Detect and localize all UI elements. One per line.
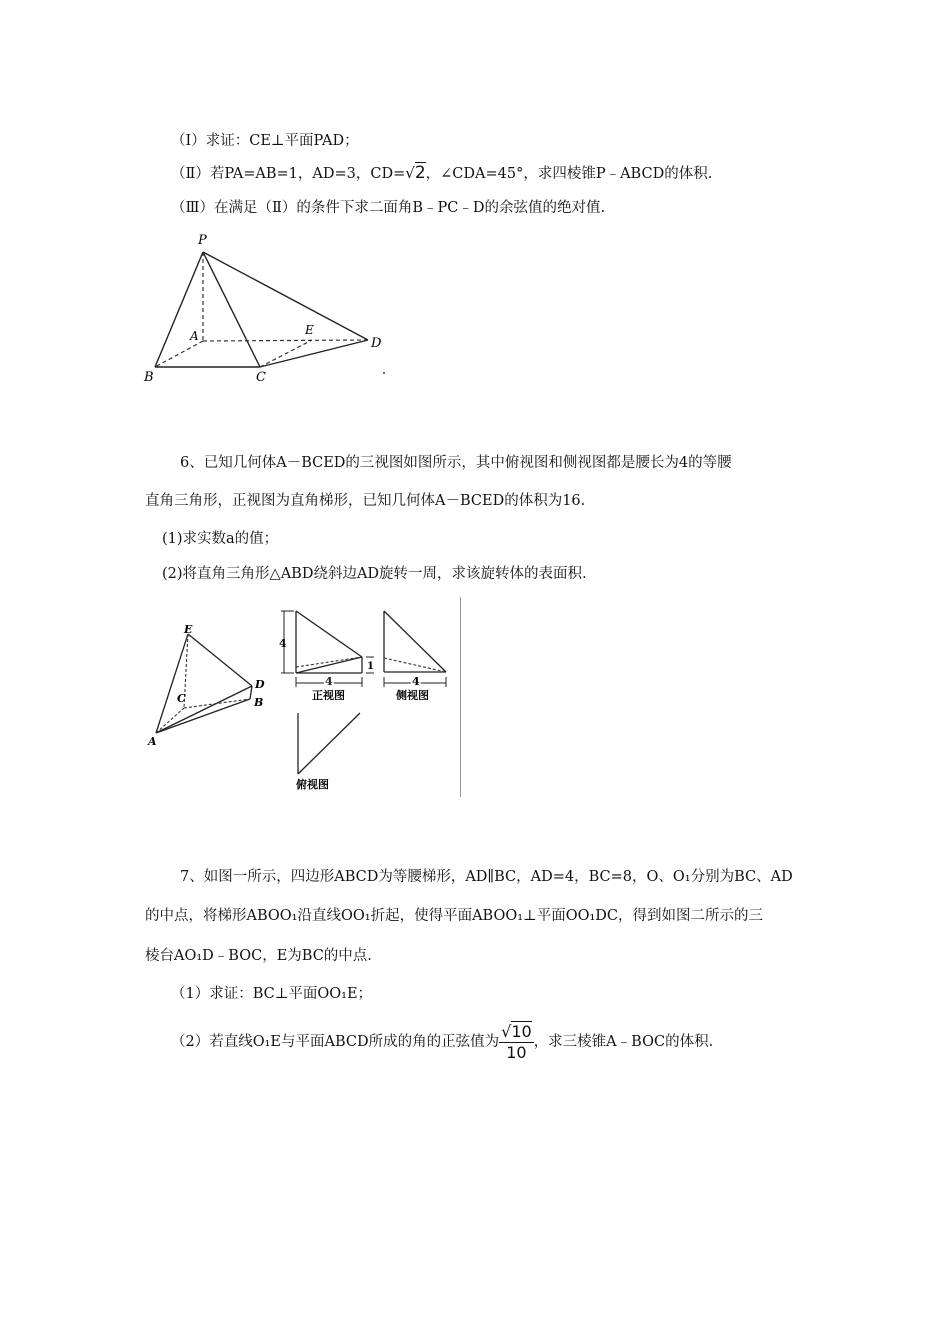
q7-line2: 的中点，将梯形ABOO₁沿直线OO₁折起，使得平面ABOO₁⊥平面OO₁DC，得到如图二所示的三 [145,908,763,924]
top-view [290,708,370,793]
q5-part2-post: ，∠CDA=45°，求四棱锥P﹣ABCD的体积. [425,166,713,182]
edge-PB [155,252,203,367]
edge-DB [250,686,252,699]
q7-part2 [171,1018,713,1066]
front-top-edge [296,611,362,657]
edge-CE [260,340,312,367]
sqrt-symbol: √ [501,1021,512,1041]
label-E: E [305,323,314,337]
solid-figure [140,620,270,750]
side-hypotenuse [384,611,446,672]
label-B: B [144,370,154,385]
sqrt-symbol: √2 [405,163,426,183]
figure-divider [460,597,461,797]
edge-ED [188,634,252,686]
dim-4-vertical-label: 4 [279,637,287,650]
label-C: C [256,370,266,385]
side-dim-4-label: 4 [412,675,420,688]
front-view [278,605,378,700]
q7-part2-pre: （2）若直线O₁E与平面ABCD所成的角的正弦值为 [171,1034,500,1050]
label-E: E [184,623,193,636]
top-hypotenuse [298,713,360,774]
q7-line1: 7、如图一所示，四边形ABCD为等腰梯形，AD∥BC，AD=4，BC=8，O、O₁分别为BC、AD [180,869,793,885]
edge-AD [156,686,252,733]
label-D: D [371,336,382,351]
q5-sqrt-radicand: 2 [414,163,426,183]
top-view-label: 俯视图 [296,778,329,791]
label-D: D [255,678,265,691]
q5-part2-pre: （Ⅱ）若PA=AB=1，AD=3，CD= [171,166,406,182]
front-view-label: 正视图 [312,689,345,700]
label-B: B [254,696,264,709]
q6-line1: 6、已知几何体A－BCED的三视图如图所示，其中俯视图和侧视图都是腰长为4的等腰 [180,455,732,471]
side-dashed-diag [384,658,446,672]
edge-PC [203,252,260,367]
frac-denominator: 10 [506,1042,527,1062]
label-C: C [177,692,186,705]
label-A: A [148,735,157,748]
dim-1-label: 1 [367,661,374,672]
edge-AB [156,699,250,733]
label-A: A [190,329,199,343]
q7-part1: （1）求证：BC⊥平面OO₁E； [171,986,373,1002]
q7-line3: 棱台AO₁D﹣BOC，E为BC的中点. [145,948,372,964]
pyramid-figure [140,228,400,388]
edge-AB [155,341,203,367]
edge-AD [203,340,368,341]
speck-dot [383,372,385,374]
frac-numerator: 10 [511,1021,532,1041]
q5-part1: （Ⅰ）求证：CE⊥平面PAD； [171,133,359,149]
q7-part2-post: ，求三棱锥A﹣BOC的体积. [533,1034,714,1050]
edge-PD [203,252,368,340]
q6-line2: 直角三角形，正视图为直角梯形，已知几何体A－BCED的体积为16. [145,493,586,509]
sine-fraction [499,1022,534,1063]
q5-part2 [171,163,712,184]
q5-part3: （Ⅲ）在满足（Ⅱ）的条件下求二面角B﹣PC﹣D的余弦值的绝对值. [171,200,606,216]
edge-CD [260,340,368,367]
q6-part2: (2)将直角三角形△ABD绕斜边AD旋转一周，求该旋转体的表面积. [162,566,587,582]
label-P: P [198,233,207,248]
side-view-label: 侧视图 [396,689,429,700]
dim-4-horizontal-label: 4 [325,675,333,688]
side-view [378,605,458,700]
q6-part1: (1)求实数a的值； [162,531,279,547]
